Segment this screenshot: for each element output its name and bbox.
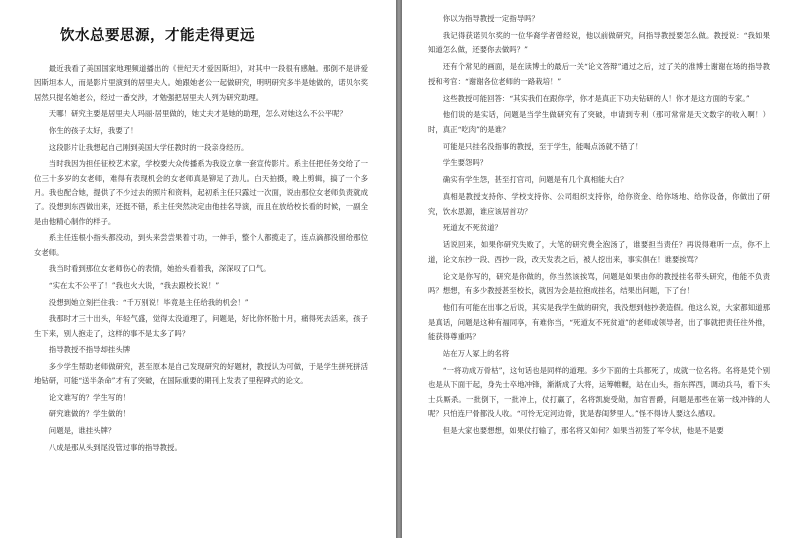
- paragraph: 多少学生帮助老师做研究，甚至原本是自己发现研究的好题材，教授认为可做，于是学生拼死拼活地钻研，可能“送半条命”才有了突破，在国际重要的期刊上发表了里程碑式的论文。: [34, 361, 368, 386]
- paragraph: 问题是，谁挂头牌？: [48, 425, 116, 435]
- section-heading: 死道友不死贫道？: [442, 223, 502, 233]
- paragraph: 可能是只挂名没指事的教授，至于学生，能喝点汤就不错了！: [442, 141, 643, 151]
- paragraph: 确实有学生怨，甚至打官司，问题是有几个真相能大白？: [442, 175, 628, 185]
- paragraph: 但是大家也要想想，如果仗打输了，那名将又如何？如果当初签了军令状，他是不是要: [442, 426, 724, 436]
- paragraph: 论文是你写的，研究是你做的，你当然该挨骂，问题是如果由你的教授挂名带头研究，他能不负责吗？想想，有多少教授甚至校长，就因为会是拉抱成挂名，结果出问题，下了台！: [428, 271, 770, 296]
- paragraph: 研究谁做的？学生做的！: [48, 409, 131, 419]
- paragraph: 你生的孩子太好，我要了！: [48, 126, 138, 135]
- document-title: 饮水总要思源，才能走得更远: [60, 28, 255, 44]
- paragraph: 八成是那从头到尾没管过事的指导教授。: [48, 442, 182, 452]
- paragraph: 他们说的是实话，问题是当学生做研究有了突破，申请到专利（那可常常是天文数字的收入啊！）时，真正“吃肉”的是谁？: [428, 110, 770, 134]
- paragraph: 这些教授可能回答：“其实我们在跟你学，你才是真正下功夫钻研的人！你才是这方面的专家。”: [442, 93, 750, 103]
- paragraph: 学生要怨吗？: [442, 158, 488, 168]
- paragraph: 我记得获诺贝尔奖的一位华裔学者曾经说，他以前做研究，问指导教授要怎么做。教授说：“我如果知道怎么做，还要你去做吗？”: [428, 30, 770, 55]
- section-heading: 站在万人冢上的名将: [442, 348, 510, 358]
- paragraph: 你以为指导教授一定指导吗？: [442, 14, 539, 23]
- section-heading: 指导教授不指导却挂头牌: [48, 345, 131, 355]
- left-page: [0, 0, 396, 538]
- paragraph: 最近我看了美国国家地理频道播出的《世纪天才爱因斯坦》，对其中一段很有感触。那倒不是讲爱因斯坦本人，而是影片里演到的居里夫人。她跟她老公一起做研究，明明研究多半是她做的，诺贝尔奖居然只提名她老公，经过一番交涉，才勉强把居里夫人列为研究助理。: [34, 64, 368, 102]
- paragraph: 这段影片让我想起自己刚到美国大学任教时的一段亲身经历。: [48, 142, 249, 152]
- paragraph: 没想到她立刻拦住我：“千万别说！毕竟是主任给我的机会！”: [48, 297, 249, 307]
- paragraph: 话说回来，如果你研究失败了，大笔的研究费全泡汤了，谁要担当责任？再说得难听一点，你不上道，论文东抄一段、西抄一段，改天发表之后，被人挖出来，事实俱在！谁要挨骂？: [428, 240, 770, 264]
- right-page: [402, 0, 798, 538]
- paragraph: “一将功成万骨枯”，这句话也是同样的道理。多少下面的士兵都死了，成就一位名将。名将是凭个别也是从下面干起，身先士卒地冲锋，渐渐成了大将，运筹帷幄，站在山头，指东挥西，调动兵马，看下头士兵厮杀。一批倒下，一批冲上，仗打赢了，名将凯旋受勋，加官晋爵，问题是那些在第一线冲锋的人呢？只怕连尸骨都没人收。“可怜无定河边骨，犹是春闺梦里人。”怪不得诗人要这么感叹。: [428, 365, 770, 419]
- paragraph: 还有个常见的画面，是在读博士的最后一关“论文答辩”通过之后，过了关的准博士谢谢在场的指导教授和考官：“谢谢各位老师的一路栽培！”: [428, 62, 770, 86]
- paragraph: 我那时才三十出头，年轻气盛，觉得太没道理了，问题是，好比你怀胎十月，痛得死去活来，孩子生下来，别人抱走了，这样的事不是太多了吗？: [34, 314, 368, 338]
- paragraph: 当时我因为担任征校艺术家，学校要大众传播系为我设立拿一套宣传影片。系主任把任务交给了一位三十多岁的女老师，难得有表现机会的女老师真是铆足了劲儿。白天拍摄，晚上剪辑，搞了一个多月。我也配合她，提供了不少过去的照片和资料，起初系主任只露过一次面，说由那位女老师负责就成了。没想到东西做出来，还挺不错，系主任突然决定由他挂名导演，而且在放给校长看的时候，一副全是由他精心制作的样子。: [34, 159, 368, 226]
- paragraph: “实在太不公平了！”我也火大说，“我去跟校长说！”: [48, 281, 220, 290]
- paragraph: 论文谁写的？学生写的！: [48, 392, 131, 402]
- paragraph: 真相是教授支持你、学校支持你、公司组织支持你，给你资金、给你场地、给你设备，你做出了研究，饮水思源，谁应该居首功？: [428, 192, 770, 216]
- paragraph: 他们有可能在出事之后说，其实是我学生做的研究，我没想到他抄袭造假。他这么说，大家都知道那是真话，问题是这种有福同享，有难你当，“死道友不死贫道”的老师或领导者，出了事就把责任往外推，能获得尊重吗？: [428, 302, 770, 342]
- paragraph: 天哪！研究主要是居里夫人玛丽·居里做的，她丈夫才是她的助理，怎么对她这么不公平呢？: [48, 109, 347, 119]
- paragraph: 我当时看到那位女老师伤心的表情，她抬头看着我，深深叹了口气。: [48, 264, 271, 274]
- paragraph: 系主任连根小指头都没动，到头来尝尝果着寸功，一伸手，整个人都揽走了，连点滴都没留给那位女老师。: [34, 233, 368, 257]
